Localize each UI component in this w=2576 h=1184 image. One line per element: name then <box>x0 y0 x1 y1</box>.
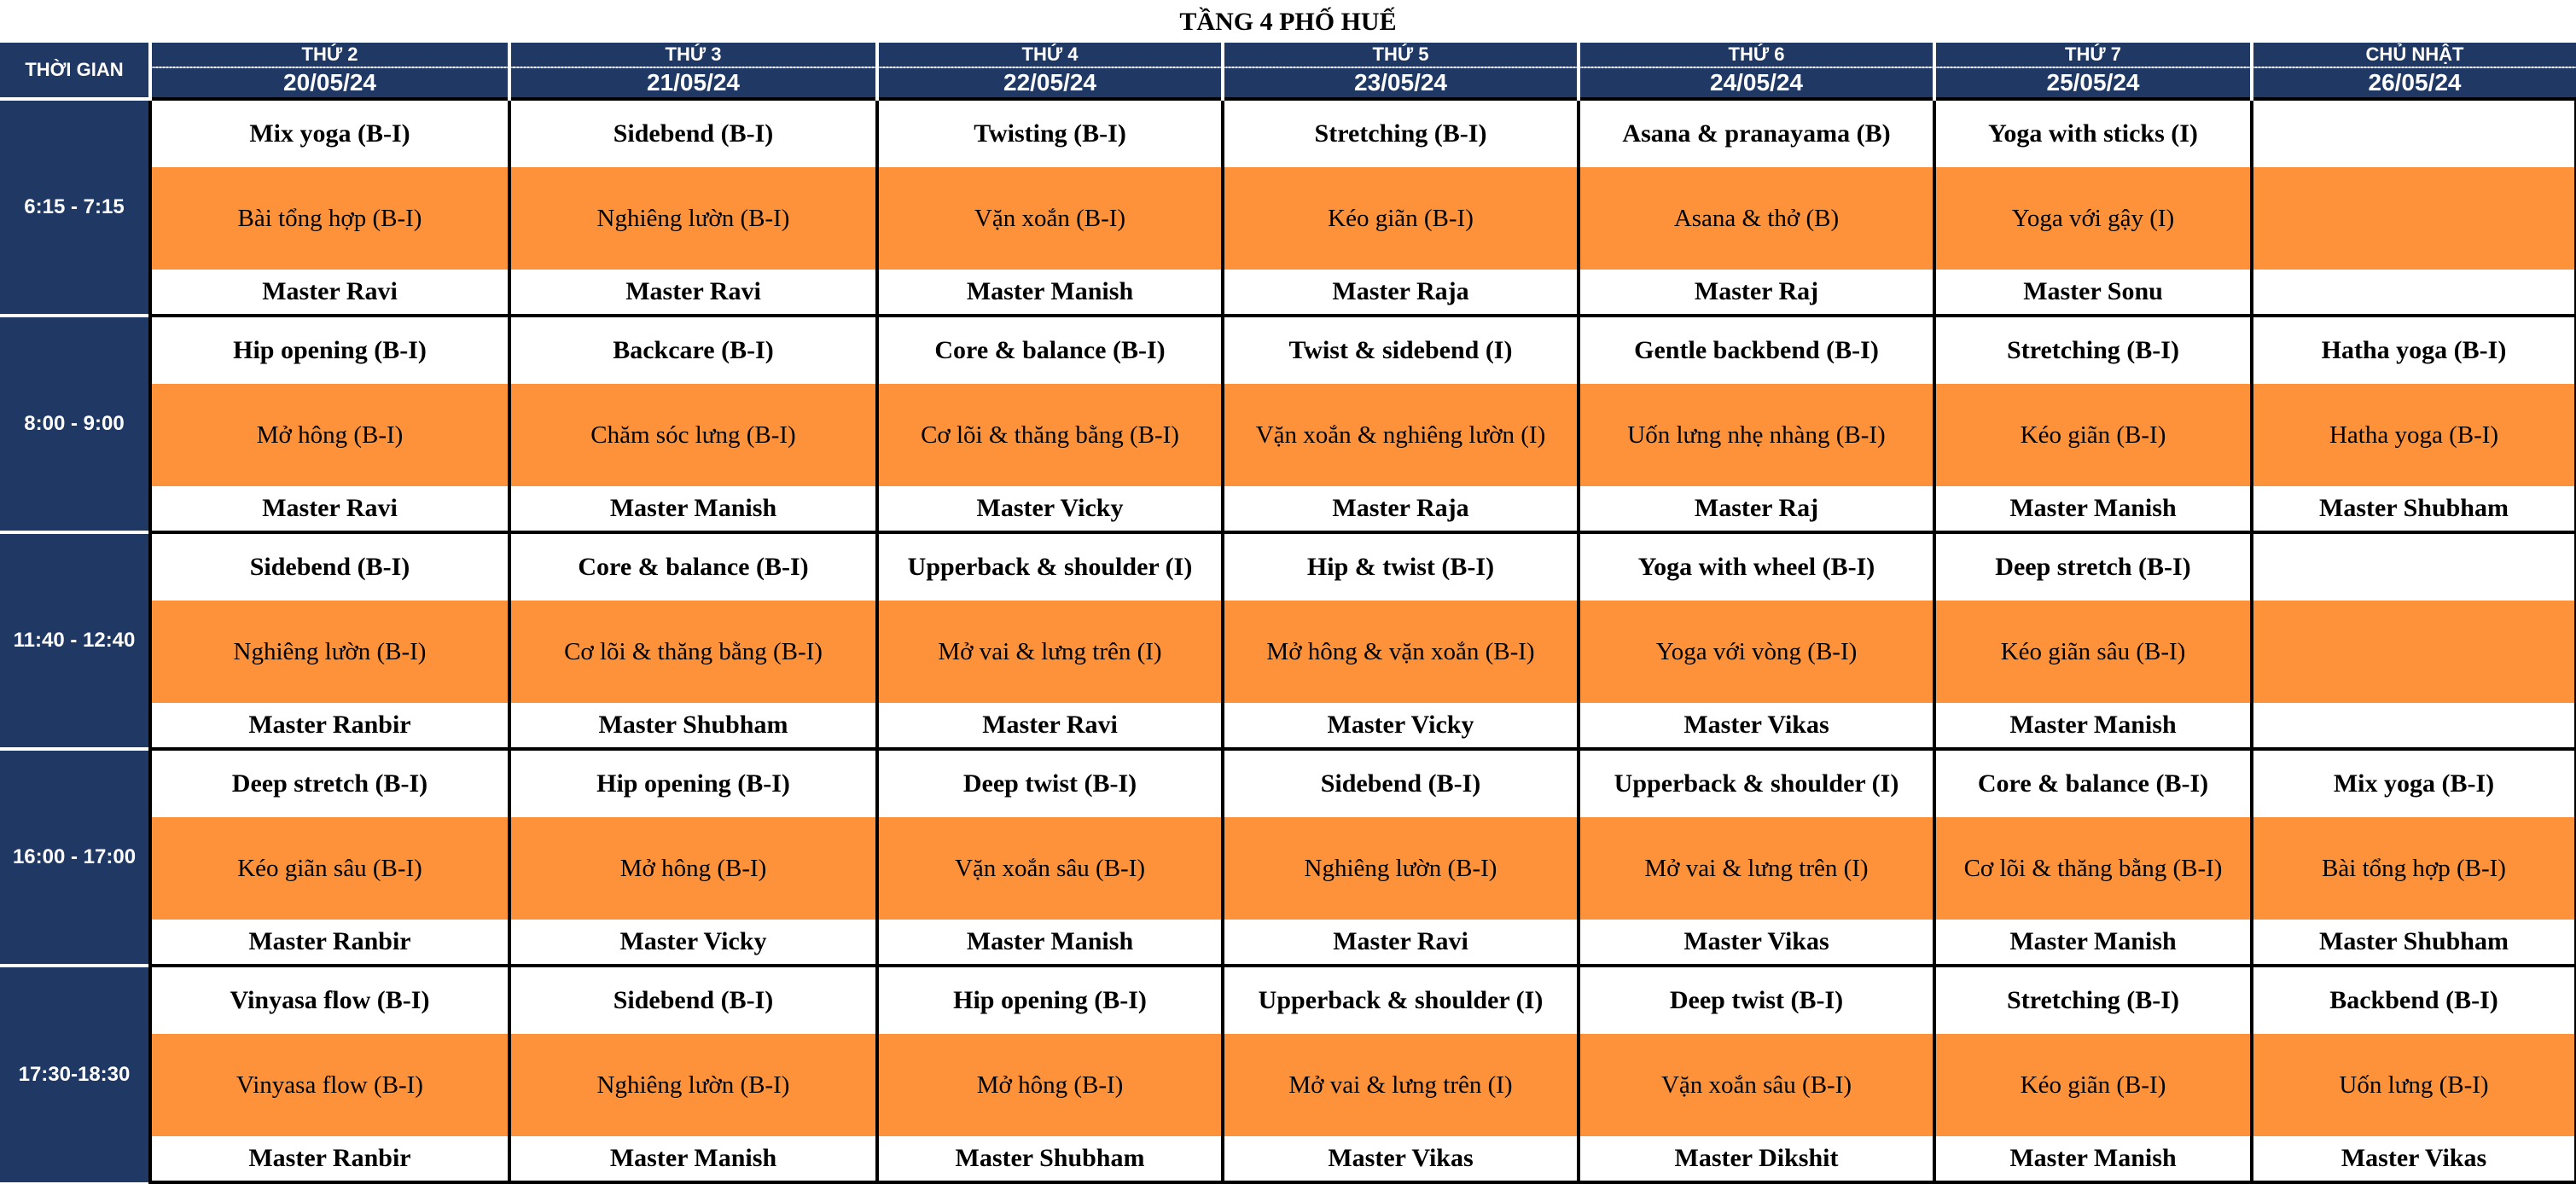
class-name-en: Core & balance (B-I) <box>509 532 877 601</box>
header-day: CHỦ NHẬT <box>2252 43 2576 67</box>
class-master: Master Raja <box>1223 486 1579 532</box>
slot-row-master <box>0 703 2576 749</box>
class-name-vn: Yoga với vòng (B-I) <box>1579 601 1934 703</box>
slot-row-vn <box>0 384 2576 486</box>
class-name-vn <box>2252 167 2576 270</box>
class-name-vn: Vặn xoắn sâu (B-I) <box>877 817 1223 920</box>
class-master: Master Manish <box>1934 703 2252 749</box>
class-name-en: Deep twist (B-I) <box>1579 966 1934 1034</box>
class-name-vn: Mở hông (B-I) <box>509 817 877 920</box>
class-master: Master Sonu <box>1934 270 2252 316</box>
slot-row-vn <box>0 1034 2576 1136</box>
class-master: Master Manish <box>1934 486 2252 532</box>
class-master: Master Ravi <box>1223 920 1579 966</box>
slot-row-en <box>0 749 2576 817</box>
class-master: Master Vikas <box>1579 703 1934 749</box>
header-date: 22/05/24 <box>877 67 1223 99</box>
time-slot-label: 16:00 - 17:00 <box>0 749 150 966</box>
slot-row-master <box>0 270 2576 316</box>
class-master: Master Ravi <box>877 703 1223 749</box>
class-master: Master Vicky <box>1223 703 1579 749</box>
class-name-vn: Bài tổng hợp (B-I) <box>2252 817 2576 920</box>
class-name-en: Hatha yoga (B-I) <box>2252 316 2576 384</box>
slot-row-master <box>0 920 2576 966</box>
slot-row-vn <box>0 601 2576 703</box>
header-day: THỨ 3 <box>509 43 877 67</box>
class-name-en: Hip opening (B-I) <box>509 749 877 817</box>
class-name-vn: Kéo giãn (B-I) <box>1934 1034 2252 1136</box>
class-name-en: Hip opening (B-I) <box>877 966 1223 1034</box>
class-name-en: Backbend (B-I) <box>2252 966 2576 1034</box>
class-name-vn: Mở vai & lưng trên (I) <box>877 601 1223 703</box>
class-name-vn: Mở hông & vặn xoắn (B-I) <box>1223 601 1579 703</box>
class-name-vn: Asana & thở (B) <box>1579 167 1934 270</box>
class-master: Master Raj <box>1579 270 1934 316</box>
class-master: Master Manish <box>509 1136 877 1182</box>
class-name-vn: Nghiêng lườn (B-I) <box>509 167 877 270</box>
class-name-en: Upperback & shoulder (I) <box>1579 749 1934 817</box>
class-master: Master Manish <box>877 920 1223 966</box>
class-name-en: Stretching (B-I) <box>1934 316 2252 384</box>
class-name-vn: Vặn xoắn (B-I) <box>877 167 1223 270</box>
class-name-vn: Mở vai & lưng trên (I) <box>1579 817 1934 920</box>
schedule-body <box>0 99 2576 1182</box>
header-date: 25/05/24 <box>1934 67 2252 99</box>
header-time-label: THỜI GIAN <box>0 43 150 99</box>
class-master: Master Manish <box>509 486 877 532</box>
slot-row-en <box>0 316 2576 384</box>
slot-row-vn <box>0 167 2576 270</box>
class-name-vn: Yoga với gậy (I) <box>1934 167 2252 270</box>
class-master: Master Shubham <box>2252 486 2576 532</box>
class-name-en: Vinyasa flow (B-I) <box>150 966 509 1034</box>
class-master: Master Raj <box>1579 486 1934 532</box>
header-row-dates <box>0 67 2576 99</box>
class-name-vn: Cơ lõi & thăng bằng (B-I) <box>509 601 877 703</box>
page-title: TẦNG 4 PHỐ HUẾ <box>1179 8 1397 36</box>
class-master: Master Ranbir <box>150 920 509 966</box>
header-date: 21/05/24 <box>509 67 877 99</box>
slot-row-en <box>0 532 2576 601</box>
class-name-en: Sidebend (B-I) <box>150 532 509 601</box>
class-master: Master Ravi <box>509 270 877 316</box>
class-name-en: Twisting (B-I) <box>877 99 1223 167</box>
class-master: Master Manish <box>877 270 1223 316</box>
class-name-en: Deep stretch (B-I) <box>150 749 509 817</box>
class-name-vn: Mở vai & lưng trên (I) <box>1223 1034 1579 1136</box>
class-master: Master Vikas <box>2252 1136 2576 1182</box>
class-name-vn: Kéo giãn sâu (B-I) <box>150 817 509 920</box>
header-day: THỨ 2 <box>150 43 509 67</box>
class-name-en: Mix yoga (B-I) <box>2252 749 2576 817</box>
class-master: Master Ravi <box>150 270 509 316</box>
time-slot-label: 6:15 - 7:15 <box>0 99 150 316</box>
class-master: Master Shubham <box>2252 920 2576 966</box>
class-name-vn: Bài tổng hợp (B-I) <box>150 167 509 270</box>
class-name-en: Mix yoga (B-I) <box>150 99 509 167</box>
class-master <box>2252 270 2576 316</box>
header-date: 26/05/24 <box>2252 67 2576 99</box>
class-name-vn: Kéo giãn (B-I) <box>1223 167 1579 270</box>
class-name-vn: Mở hông (B-I) <box>150 384 509 486</box>
class-name-vn <box>2252 601 2576 703</box>
class-name-en: Hip opening (B-I) <box>150 316 509 384</box>
class-name-en: Core & balance (B-I) <box>877 316 1223 384</box>
class-name-en: Hip & twist (B-I) <box>1223 532 1579 601</box>
class-name-en: Sidebend (B-I) <box>509 966 877 1034</box>
class-name-vn: Cơ lõi & thăng bằng (B-I) <box>1934 817 2252 920</box>
class-master: Master Shubham <box>509 703 877 749</box>
slot-row-vn <box>0 817 2576 920</box>
class-name-vn: Kéo giãn sâu (B-I) <box>1934 601 2252 703</box>
header-date: 24/05/24 <box>1579 67 1934 99</box>
slot-row-en <box>0 99 2576 167</box>
class-name-vn: Hatha yoga (B-I) <box>2252 384 2576 486</box>
class-name-en: Stretching (B-I) <box>1223 99 1579 167</box>
header-date: 20/05/24 <box>150 67 509 99</box>
class-name-en: Deep stretch (B-I) <box>1934 532 2252 601</box>
class-name-en <box>2252 99 2576 167</box>
class-master: Master Ranbir <box>150 703 509 749</box>
class-name-vn: Nghiêng lườn (B-I) <box>150 601 509 703</box>
time-slot-label: 17:30-18:30 <box>0 966 150 1182</box>
time-slot-label: 11:40 - 12:40 <box>0 532 150 749</box>
class-name-vn: Chăm sóc lưng (B-I) <box>509 384 877 486</box>
class-master: Master Ravi <box>150 486 509 532</box>
class-master: Master Ranbir <box>150 1136 509 1182</box>
class-master: Master Vicky <box>877 486 1223 532</box>
class-name-en: Yoga with sticks (I) <box>1934 99 2252 167</box>
class-name-vn: Nghiêng lườn (B-I) <box>509 1034 877 1136</box>
class-name-vn: Uốn lưng (B-I) <box>2252 1034 2576 1136</box>
class-name-vn: Vinyasa flow (B-I) <box>150 1034 509 1136</box>
class-name-en: Backcare (B-I) <box>509 316 877 384</box>
class-name-en: Upperback & shoulder (I) <box>877 532 1223 601</box>
class-name-vn: Uốn lưng nhẹ nhàng (B-I) <box>1579 384 1934 486</box>
class-name-en: Sidebend (B-I) <box>1223 749 1579 817</box>
slot-row-master <box>0 1136 2576 1182</box>
time-slot-label: 8:00 - 9:00 <box>0 316 150 532</box>
class-master <box>2252 703 2576 749</box>
class-master: Master Manish <box>1934 1136 2252 1182</box>
class-name-en: Twist & sidebend (I) <box>1223 316 1579 384</box>
class-name-en: Stretching (B-I) <box>1934 966 2252 1034</box>
class-name-vn: Vặn xoắn sâu (B-I) <box>1579 1034 1934 1136</box>
class-name-en: Upperback & shoulder (I) <box>1223 966 1579 1034</box>
class-name-vn: Vặn xoắn & nghiêng lườn (I) <box>1223 384 1579 486</box>
class-name-vn: Kéo giãn (B-I) <box>1934 384 2252 486</box>
header-day: THỨ 4 <box>877 43 1223 67</box>
schedule-table <box>0 43 2576 1184</box>
class-name-en: Core & balance (B-I) <box>1934 749 2252 817</box>
class-master: Master Vikas <box>1579 920 1934 966</box>
class-master: Master Raja <box>1223 270 1579 316</box>
slot-row-en <box>0 966 2576 1034</box>
header-date: 23/05/24 <box>1223 67 1579 99</box>
class-name-en <box>2252 532 2576 601</box>
class-master: Master Vicky <box>509 920 877 966</box>
header-day: THỨ 7 <box>1934 43 2252 67</box>
class-master: Master Dikshit <box>1579 1136 1934 1182</box>
class-name-en: Gentle backbend (B-I) <box>1579 316 1934 384</box>
class-master: Master Vikas <box>1223 1136 1579 1182</box>
class-name-en: Yoga with wheel (B-I) <box>1579 532 1934 601</box>
header-day: THỨ 6 <box>1579 43 1934 67</box>
slot-row-master <box>0 486 2576 532</box>
class-name-vn: Cơ lõi & thăng bằng (B-I) <box>877 384 1223 486</box>
class-name-en: Asana & pranayama (B) <box>1579 99 1934 167</box>
class-name-vn: Mở hông (B-I) <box>877 1034 1223 1136</box>
class-name-vn: Nghiêng lườn (B-I) <box>1223 817 1579 920</box>
class-master: Master Manish <box>1934 920 2252 966</box>
class-master: Master Shubham <box>877 1136 1223 1182</box>
class-name-en: Deep twist (B-I) <box>877 749 1223 817</box>
header-row-days <box>0 43 2576 67</box>
header-day: THỨ 5 <box>1223 43 1579 67</box>
class-name-en: Sidebend (B-I) <box>509 99 877 167</box>
